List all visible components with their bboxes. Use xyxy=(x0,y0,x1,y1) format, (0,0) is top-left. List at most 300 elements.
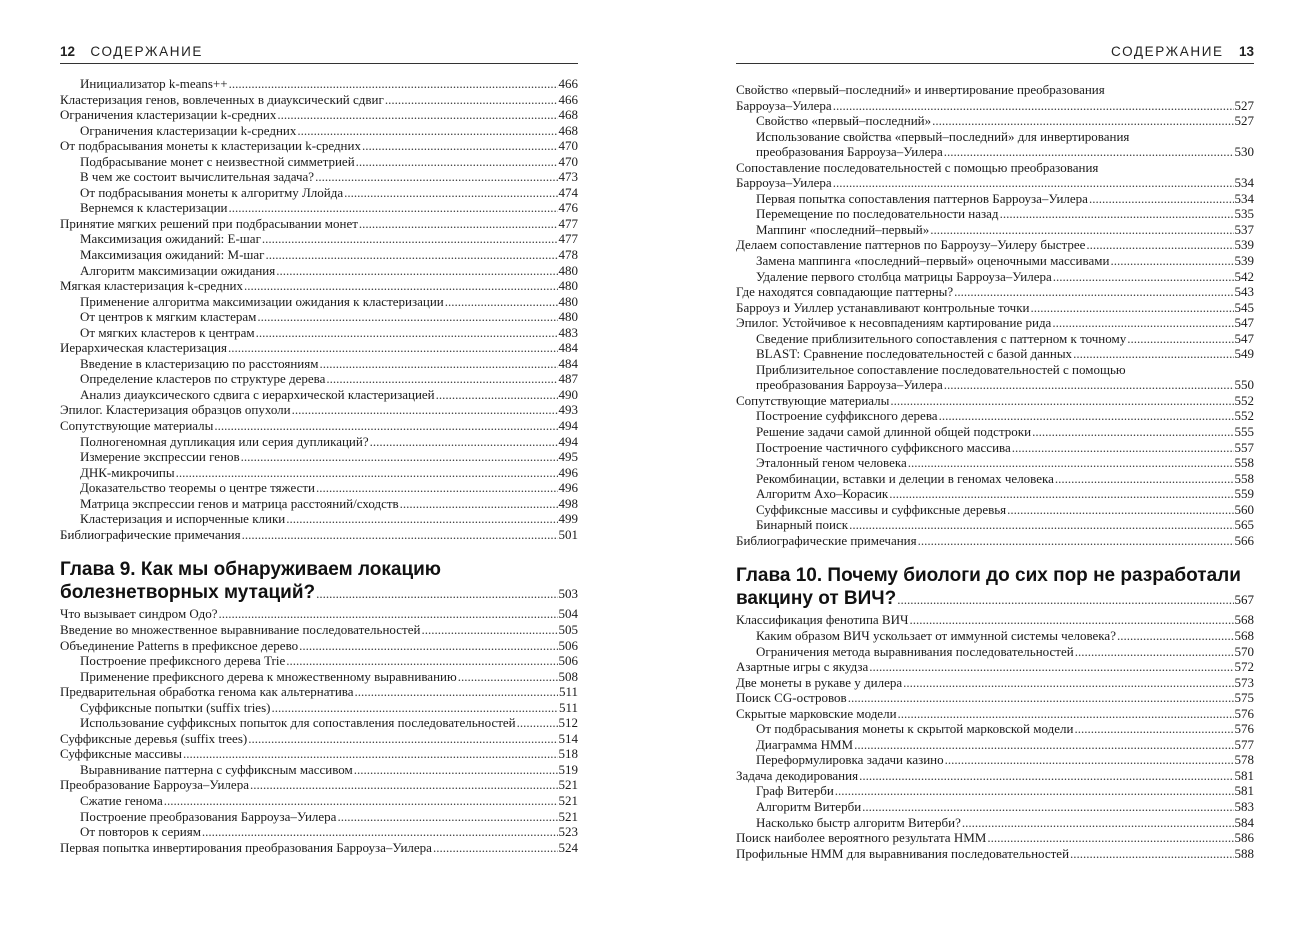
toc-entry-title: Эталонный геном человека xyxy=(756,455,907,471)
chapter-title-line xyxy=(60,581,578,604)
toc-entry-title: Поиск CG-островов xyxy=(736,690,847,706)
toc-entry-title: От мягких кластеров к центрам xyxy=(80,324,255,340)
dot-leader xyxy=(436,387,558,403)
toc-entry[interactable] xyxy=(60,294,578,310)
toc-page-number: 524 xyxy=(558,839,578,855)
dot-leader xyxy=(1127,331,1233,347)
dot-leader xyxy=(356,154,558,170)
toc-entry[interactable] xyxy=(736,113,1254,129)
toc-page-number: 558 xyxy=(1234,455,1254,471)
toc-entry[interactable] xyxy=(736,612,1254,628)
dot-leader xyxy=(1030,300,1233,316)
toc-entry-title: Выравнивание паттерна с суффиксным массивом xyxy=(80,761,353,777)
toc-page-number: 494 xyxy=(558,418,578,434)
section-title: СОДЕРЖАНИЕ xyxy=(1111,44,1224,59)
toc-entry[interactable] xyxy=(60,527,578,543)
toc-entry[interactable] xyxy=(736,98,1254,114)
toc-entry[interactable] xyxy=(736,269,1254,285)
toc-entry-title: Первая попытка сопоставления паттернов Барроуза–Уилера xyxy=(756,190,1088,206)
toc-entry[interactable] xyxy=(736,721,1254,737)
toc-page-number: 584 xyxy=(1234,814,1254,830)
toc-entry[interactable] xyxy=(60,185,578,201)
toc-page-number: 568 xyxy=(1234,627,1254,643)
toc-entry-title: Поиск наиболее вероятного результата HMM xyxy=(736,830,987,846)
toc-entry[interactable] xyxy=(60,511,578,527)
dot-leader xyxy=(1086,237,1233,253)
toc-page-number: 496 xyxy=(558,464,578,480)
toc-entry[interactable] xyxy=(60,371,578,387)
dot-leader xyxy=(316,480,558,496)
toc-entry-title: Делаем сопоставление паттернов по Барроузу–Уилеру быстрее xyxy=(736,237,1086,253)
toc-entry-title: Каким образом ВИЧ ускользает от иммунной системы человека? xyxy=(756,627,1116,643)
toc-entry[interactable] xyxy=(60,309,578,325)
toc-page-number: 496 xyxy=(558,480,578,496)
toc-page-number: 559 xyxy=(1234,486,1254,502)
toc-page-number: 572 xyxy=(1234,659,1254,675)
toc-entry-title: Две монеты в рукаве у дилера xyxy=(736,674,903,690)
toc-entry[interactable] xyxy=(60,418,578,434)
toc-entry[interactable] xyxy=(60,200,578,216)
dot-leader xyxy=(1110,253,1233,269)
toc-entry-title: Бинарный поиск xyxy=(756,517,849,533)
toc-entry[interactable] xyxy=(60,138,578,154)
toc-entry[interactable] xyxy=(60,731,578,747)
toc-entry-title: Задача декодирования xyxy=(736,767,859,783)
toc-page-number: 480 xyxy=(558,293,578,309)
dot-leader xyxy=(932,113,1233,129)
toc-entry[interactable] xyxy=(60,123,578,139)
dot-leader xyxy=(297,123,557,139)
toc-entry[interactable] xyxy=(60,465,578,481)
toc-entry[interactable] xyxy=(60,746,578,762)
toc-page-number: 565 xyxy=(1234,517,1254,533)
toc-page-number: 506 xyxy=(558,637,578,653)
dot-leader xyxy=(277,107,557,123)
toc-page-number: 558 xyxy=(1234,470,1254,486)
toc-entry-title: Инициализатор k-means++ xyxy=(80,76,228,91)
toc-entry-title: Библиографические примечания xyxy=(736,532,917,548)
dot-leader xyxy=(164,793,558,809)
chapter-heading[interactable] xyxy=(60,558,578,604)
toc-entry-title-continuation: преобразования Барроуза–Уилера xyxy=(756,144,943,160)
toc-page-number: 512 xyxy=(558,715,578,731)
toc-page-number: 570 xyxy=(1234,643,1254,659)
spacer xyxy=(736,548,1254,564)
toc-entry-title: Измерение экспрессии генов xyxy=(80,449,240,465)
toc-entry[interactable] xyxy=(736,393,1254,409)
toc-entry[interactable] xyxy=(60,154,578,170)
toc-page-number: 535 xyxy=(1234,206,1254,222)
chapter-title-line: Глава 10. Почему биологи до сих пор не разработали xyxy=(736,565,1241,587)
toc-entry-title: Барроуз и Уиллер устанавливают контрольные точки xyxy=(736,299,1030,315)
toc-page-number: 578 xyxy=(1234,752,1254,768)
toc-entry[interactable] xyxy=(736,191,1254,207)
toc-entry-title: Суффиксные массивы и суффиксные деревья xyxy=(756,501,1007,517)
dot-leader xyxy=(889,486,1233,502)
dot-leader xyxy=(1012,440,1234,456)
toc-entry[interactable] xyxy=(60,231,578,247)
toc-entry[interactable] xyxy=(736,815,1254,831)
toc-page-number: 527 xyxy=(1234,97,1254,113)
dot-leader xyxy=(918,533,1234,549)
dot-leader xyxy=(286,653,557,669)
toc-entry[interactable] xyxy=(60,840,578,856)
toc-entry-title: Алгоритм Витерби xyxy=(756,798,862,814)
dot-leader xyxy=(355,684,558,700)
toc-entry[interactable] xyxy=(60,496,578,512)
toc-entry[interactable] xyxy=(736,346,1254,362)
toc-page-number: 534 xyxy=(1234,175,1254,191)
toc-page-number: 506 xyxy=(558,653,578,669)
toc-entry-title: Подбрасывание монет с неизвестной симметрией xyxy=(80,153,355,169)
toc-page-number: 490 xyxy=(558,386,578,402)
toc-entry-title: Профильные HMM для выравнивания последовательностей xyxy=(736,845,1070,861)
toc-entry[interactable] xyxy=(736,846,1254,862)
toc-page-number: 547 xyxy=(1234,315,1254,331)
dot-leader xyxy=(903,675,1233,691)
dot-leader xyxy=(292,402,558,418)
toc-entry-title: Доказательство теоремы о центре тяжести xyxy=(80,480,315,496)
toc-entry[interactable] xyxy=(736,175,1254,191)
toc-entry-title: В чем же состоит вычислительная задача? xyxy=(80,169,315,185)
chapter-heading[interactable] xyxy=(736,564,1254,610)
dot-leader xyxy=(271,700,558,716)
chapter-title-line xyxy=(736,587,1254,610)
toc-page-number: 504 xyxy=(558,606,578,622)
toc-entry-title: Построение частичного суффиксного массива xyxy=(756,439,1011,455)
toc-entry[interactable] xyxy=(736,144,1254,160)
toc-entry-title: От повторов к сериям xyxy=(80,824,201,840)
toc-page-number: 487 xyxy=(558,371,578,387)
toc-entry-title: Перемещение по последовательности назад xyxy=(756,206,999,222)
toc-entry[interactable] xyxy=(60,762,578,778)
toc-entry[interactable] xyxy=(736,706,1254,722)
dot-leader xyxy=(229,200,558,216)
toc-entry-title: Сведение приблизительного сопоставления с паттерном к точному xyxy=(756,330,1127,346)
toc-entry-title: Сжатие генома xyxy=(80,792,163,808)
toc-page-number: 473 xyxy=(558,169,578,185)
toc-entry[interactable] xyxy=(60,480,578,496)
toc-entry[interactable] xyxy=(736,222,1254,238)
toc-entry-title: Алгоритм максимизации ожидания xyxy=(80,262,276,278)
toc-entry-title: Сопутствующие материалы xyxy=(60,418,214,434)
toc-entry[interactable] xyxy=(736,237,1254,253)
dot-leader xyxy=(228,340,558,356)
toc-entry-title: Объединение Patterns в префиксное дерево xyxy=(60,637,299,653)
toc-entry[interactable] xyxy=(736,517,1254,533)
toc-entry-title: Что вызывает синдром Одо? xyxy=(60,606,218,622)
toc-entry[interactable] xyxy=(60,684,578,700)
toc-page-number: 493 xyxy=(558,402,578,418)
toc-entry-title: Ограничения метода выравнивания последовательностей xyxy=(756,643,1074,659)
toc-page-number: 501 xyxy=(558,526,578,542)
toc-entry-title: Вернемся к кластеризации xyxy=(80,200,228,216)
toc-entry[interactable] xyxy=(736,315,1254,331)
dot-leader xyxy=(862,799,1233,815)
toc-entry[interactable] xyxy=(60,777,578,793)
running-head xyxy=(60,44,578,64)
toc-entry-title: Максимизация ожиданий: E-шаг xyxy=(80,231,261,247)
dot-leader xyxy=(326,371,557,387)
toc-page-number: 470 xyxy=(558,153,578,169)
dot-leader xyxy=(362,138,558,154)
toc-page-number: 552 xyxy=(1234,392,1254,408)
toc-entry[interactable] xyxy=(736,455,1254,471)
dot-leader xyxy=(869,659,1233,675)
dot-leader xyxy=(1000,206,1234,222)
toc-entry[interactable] xyxy=(736,408,1254,424)
toc-entry[interactable] xyxy=(60,793,578,809)
dot-leader xyxy=(954,284,1233,300)
dot-leader xyxy=(202,824,558,840)
dot-leader xyxy=(359,216,558,232)
toc-entry[interactable] xyxy=(60,715,578,731)
dot-leader xyxy=(458,669,558,685)
toc-entry-title: ДНК-микрочипы xyxy=(80,464,175,480)
toc-entry[interactable] xyxy=(736,752,1254,768)
dot-leader xyxy=(909,612,1233,628)
dot-leader xyxy=(939,408,1234,424)
toc-page-number: 521 xyxy=(558,777,578,793)
toc-entry[interactable] xyxy=(736,284,1254,300)
toc-entry-title: Суффиксные деревья (suffix trees) xyxy=(60,730,248,746)
toc-entry[interactable] xyxy=(60,824,578,840)
toc-page-number: 566 xyxy=(1234,532,1254,548)
dot-leader xyxy=(849,517,1233,533)
toc-entry[interactable] xyxy=(60,449,578,465)
toc-entry-title: Эпилог. Кластеризация образцов опухоли xyxy=(60,402,291,418)
toc-entry-title: От подбрасывания монеты к алгоритму Ллойда xyxy=(80,184,344,200)
toc-page-number: 534 xyxy=(1234,190,1254,206)
toc-page-number: 466 xyxy=(558,91,578,107)
toc-entry-title: Введение в кластеризацию по расстояниям xyxy=(80,355,319,371)
toc-entry-title: Решение задачи самой длинной общей подстроки xyxy=(756,424,1032,440)
toc-entry[interactable] xyxy=(736,830,1254,846)
toc-page-number: 530 xyxy=(1234,144,1254,160)
toc-page-number: 484 xyxy=(558,355,578,371)
dot-leader xyxy=(1117,628,1234,644)
toc-entry-title: Применение префиксного дерева к множественному выравниванию xyxy=(80,668,457,684)
dot-leader xyxy=(242,527,558,543)
toc-page-number: 498 xyxy=(558,495,578,511)
toc-entry[interactable] xyxy=(736,783,1254,799)
toc-entry[interactable] xyxy=(60,606,578,622)
toc-page-number: 547 xyxy=(1234,330,1254,346)
toc-entry-title: Максимизация ожиданий: M-шаг xyxy=(80,247,265,263)
toc-page-number: 480 xyxy=(558,309,578,325)
toc-entry[interactable] xyxy=(60,263,578,279)
toc-entry-title: Матрица экспрессии генов и матрица расстояний/сходств xyxy=(80,495,399,511)
toc-entry-title: Библиографические примечания xyxy=(60,526,241,542)
toc-page-number: 474 xyxy=(558,184,578,200)
toc-entry[interactable] xyxy=(736,533,1254,549)
toc-entry[interactable] xyxy=(60,622,578,638)
toc-entry[interactable] xyxy=(736,300,1254,316)
dot-leader xyxy=(400,496,558,512)
dot-leader xyxy=(229,76,558,92)
dot-leader xyxy=(897,587,1233,610)
chapter-title-line: Глава 9. Как мы обнаруживаем локацию xyxy=(60,559,442,581)
dot-leader xyxy=(315,169,557,185)
toc-page-number: 505 xyxy=(558,621,578,637)
dot-leader xyxy=(859,768,1233,784)
toc-entry[interactable] xyxy=(60,434,578,450)
toc-entry[interactable] xyxy=(736,690,1254,706)
toc-entry[interactable] xyxy=(736,644,1254,660)
toc-entry-title: Кластеризация генов, вовлеченных в диауксический сдвиг xyxy=(60,91,384,107)
dot-leader xyxy=(987,830,1233,846)
toc-entry[interactable] xyxy=(736,675,1254,691)
dot-leader xyxy=(962,815,1234,831)
toc-entry-title: Алгоритм Ахо–Корасик xyxy=(756,486,889,502)
toc-entry-title: Удаление первого столбца матрицы Барроуза–Уилера xyxy=(756,268,1052,284)
dot-leader xyxy=(183,746,557,762)
toc-entry[interactable] xyxy=(736,486,1254,502)
toc-page-number: 499 xyxy=(558,511,578,527)
toc-entry-title-continuation: Барроуза–Уилера xyxy=(736,175,832,191)
dot-leader xyxy=(930,222,1233,238)
toc-page-number: 518 xyxy=(558,746,578,762)
toc xyxy=(60,76,578,855)
toc-entry-title: Скрытые марковские модели xyxy=(736,705,897,721)
dot-leader xyxy=(244,278,557,294)
dot-leader xyxy=(848,690,1234,706)
dot-leader xyxy=(370,434,558,450)
toc-page-number: 484 xyxy=(558,340,578,356)
toc-page-number: 545 xyxy=(1234,299,1254,315)
toc-page-number: 539 xyxy=(1234,253,1254,269)
toc-entry[interactable] xyxy=(736,502,1254,518)
toc-entry[interactable] xyxy=(736,377,1254,393)
toc-entry-title: Кластеризация и испорченные клики xyxy=(80,511,286,527)
toc-entry[interactable] xyxy=(60,216,578,232)
toc-page-number: 476 xyxy=(558,200,578,216)
toc-entry-title: От центров к мягким кластерам xyxy=(80,309,257,325)
toc-page-number: 560 xyxy=(1234,501,1254,517)
dot-leader xyxy=(266,247,558,263)
dot-leader xyxy=(1089,191,1234,207)
toc-entry[interactable] xyxy=(736,253,1254,269)
toc-entry-title: Рекомбинации, вставки и делеции в геномах человека xyxy=(756,470,1054,486)
toc-entry-title: Приблизительное сопоставление последовательностей с помощью xyxy=(756,361,1126,377)
toc-entry[interactable] xyxy=(736,331,1254,347)
toc-entry[interactable] xyxy=(736,471,1254,487)
dot-leader xyxy=(517,715,558,731)
toc-page-number: 583 xyxy=(1234,798,1254,814)
dot-leader xyxy=(421,622,557,638)
toc-entry-title: BLAST: Сравнение последовательностей с базой данных xyxy=(756,346,1073,362)
toc-entry-title-continuation: Барроуза–Уилера xyxy=(736,97,832,113)
toc-entry-title: Сопутствующие материалы xyxy=(736,392,890,408)
toc-entry-title: Принятие мягких решений при подбрасывании монет xyxy=(60,215,358,231)
toc-entry[interactable] xyxy=(60,92,578,108)
toc-page-number: 468 xyxy=(558,122,578,138)
dot-leader xyxy=(890,393,1233,409)
page-number: 12 xyxy=(60,44,76,59)
toc-entry-line xyxy=(736,160,1254,176)
toc-entry[interactable] xyxy=(736,206,1254,222)
toc-entry[interactable] xyxy=(736,424,1254,440)
toc-entry-title: Использование суффиксных попыток для сопоставления последовательностей xyxy=(80,715,516,731)
dot-leader xyxy=(241,449,558,465)
dot-leader xyxy=(1053,269,1234,285)
dot-leader xyxy=(316,581,557,604)
dot-leader xyxy=(898,706,1234,722)
dot-leader xyxy=(854,737,1233,753)
toc-page-number: 576 xyxy=(1234,721,1254,737)
dot-leader xyxy=(944,144,1234,160)
toc-entry[interactable] xyxy=(60,278,578,294)
toc-entry[interactable] xyxy=(60,247,578,263)
toc-entry-title: Где находятся совпадающие паттерны? xyxy=(736,284,954,300)
toc-entry[interactable] xyxy=(736,768,1254,784)
dot-leader xyxy=(433,840,558,856)
toc-entry[interactable] xyxy=(60,76,578,92)
toc-entry[interactable] xyxy=(60,700,578,716)
toc-entry[interactable] xyxy=(60,340,578,356)
toc xyxy=(736,82,1254,861)
toc-entry[interactable] xyxy=(736,799,1254,815)
toc-entry[interactable] xyxy=(736,659,1254,675)
toc-entry[interactable] xyxy=(60,325,578,341)
dot-leader xyxy=(257,309,557,325)
dot-leader xyxy=(1032,424,1233,440)
toc-page-number: 495 xyxy=(558,449,578,465)
toc-page-number: 527 xyxy=(1234,113,1254,129)
toc-entry[interactable] xyxy=(60,169,578,185)
toc-entry[interactable] xyxy=(60,809,578,825)
toc-entry-title: Переформулировка задачи казино xyxy=(756,752,944,768)
toc-entry-title: Преобразование Барроуза–Уилера xyxy=(60,777,249,793)
toc-page-number: 576 xyxy=(1234,705,1254,721)
dot-leader xyxy=(354,762,558,778)
toc-entry[interactable] xyxy=(736,737,1254,753)
toc-entry-title: Ограничения кластеризации k-средних xyxy=(80,122,297,138)
toc-page-number: 480 xyxy=(558,278,578,294)
toc-entry[interactable] xyxy=(60,669,578,685)
toc-page-number: 557 xyxy=(1234,439,1254,455)
toc-entry-title: Замена маппинга «последний–первый» оценочными массивами xyxy=(756,253,1110,269)
toc-entry[interactable] xyxy=(60,107,578,123)
toc-entry-title: Построение префиксного дерева Trie xyxy=(80,653,286,669)
toc-entry-title: От подбрасывания монеты к скрытой марковской модели xyxy=(756,721,1074,737)
toc-entry[interactable] xyxy=(60,653,578,669)
dot-leader xyxy=(248,731,557,747)
toc-page-number: 511 xyxy=(558,699,578,715)
dot-leader xyxy=(1052,315,1233,331)
toc-entry[interactable] xyxy=(736,628,1254,644)
toc-entry-title: Применение алгоритма максимизации ожидания к кластеризации xyxy=(80,293,444,309)
toc-page-number: 581 xyxy=(1234,783,1254,799)
toc-entry-line xyxy=(736,129,1254,145)
dot-leader xyxy=(1075,644,1234,660)
toc-page-number: 549 xyxy=(1234,346,1254,362)
toc-entry[interactable] xyxy=(60,356,578,372)
dot-leader xyxy=(945,752,1234,768)
toc-page-number: 514 xyxy=(558,730,578,746)
toc-entry[interactable] xyxy=(60,638,578,654)
toc-entry[interactable] xyxy=(60,387,578,403)
toc-page-number: 577 xyxy=(1234,736,1254,752)
toc-page-number: 537 xyxy=(1234,221,1254,237)
toc-entry[interactable] xyxy=(736,440,1254,456)
toc-page-number: 555 xyxy=(1234,424,1254,440)
toc-page-number: 483 xyxy=(558,324,578,340)
toc-entry[interactable] xyxy=(60,402,578,418)
toc-entry-title: Предварительная обработка генома как альтернатива xyxy=(60,684,354,700)
toc-page-number: 521 xyxy=(558,808,578,824)
toc-page-number: 550 xyxy=(1234,377,1254,393)
